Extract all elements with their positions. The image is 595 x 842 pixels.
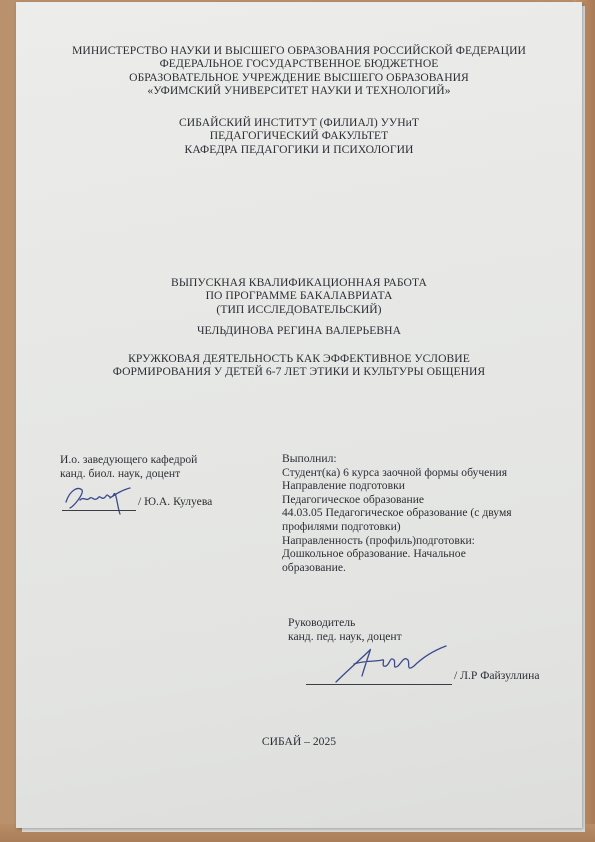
work-title-line: ФОРМИРОВАНИЯ У ДЕТЕЙ 6-7 ЛЕТ ЭТИКИ И КУЛЬТУРЫ ОБЩЕНИЯ bbox=[112, 365, 486, 379]
ministry-line: МИНИСТЕРСТВО НАУКИ И ВЫСШЕГО ОБРАЗОВАНИЯ РОССИЙСКОЙ ФЕДЕРАЦИИ bbox=[72, 44, 526, 57]
performed-by-line: Направленность (профиль)подготовки: bbox=[282, 533, 475, 547]
performed-by-line: Выполнил: bbox=[282, 452, 337, 465]
ministry-line: ОБРАЗОВАТЕЛЬНОЕ УЧРЕЖДЕНИЕ ВЫСШЕГО ОБРАЗОВАНИЯ bbox=[129, 70, 469, 84]
work-title bbox=[16, 352, 582, 379]
city-year: СИБАЙ – 2025 bbox=[261, 735, 337, 748]
title-page bbox=[16, 2, 582, 828]
ministry-line: ФЕДЕРАЛЬНОЕ ГОСУДАРСТВЕННОЕ БЮДЖЕТНОЕ bbox=[159, 57, 439, 71]
supervisor-line: Руководитель bbox=[288, 616, 356, 629]
ministry-line: «УФИМСКИЙ УНИВЕРСИТЕТ НАУКИ И ТЕХНОЛОГИЙ» bbox=[147, 84, 451, 98]
institute-line: ПЕДАГОГИЧЕСКИЙ ФАКУЛЬТЕТ bbox=[209, 129, 389, 143]
head-of-department-signature-name: / Ю.А. Кулуева bbox=[138, 495, 213, 508]
performed-by bbox=[282, 452, 557, 574]
supervisor bbox=[288, 616, 402, 644]
head-of-department-line: И.о. заведующего кафедрой bbox=[60, 453, 198, 466]
supervisor-signature bbox=[306, 642, 456, 688]
institute-header bbox=[16, 116, 582, 156]
work-title-line: КРУЖКОВАЯ ДЕЯТЕЛЬНОСТЬ КАК ЭФФЕКТИВНОЕ УСЛОВИЕ bbox=[128, 352, 470, 365]
performed-by-line: профилями подготовки) bbox=[282, 519, 401, 533]
performed-by-line: Педагогическое образование bbox=[282, 492, 425, 506]
work-type bbox=[16, 276, 582, 316]
head-of-department-line: канд. биол. наук, доцент bbox=[60, 467, 181, 480]
head-of-department bbox=[60, 453, 197, 481]
performed-by-line: Направление подготовки bbox=[282, 479, 405, 493]
institute-line: КАФЕДРА ПЕДАГОГИКИ И ПСИХОЛОГИИ bbox=[184, 142, 414, 156]
work-type-line: ПО ПРОГРАММЕ БАКАЛАВРИАТА bbox=[205, 289, 393, 303]
author-name-text: ЧЕЛЬДИНОВА РЕГИНА ВАЛЕРЬЕВНА bbox=[196, 324, 402, 337]
head-of-department-signature-line bbox=[62, 510, 136, 511]
performed-by-line: 44.03.05 Педагогическое образование (с двумя bbox=[282, 506, 512, 520]
supervisor-signature-line bbox=[306, 684, 452, 685]
work-type-line: ВЫПУСКНАЯ КВАЛИФИКАЦИОННАЯ РАБОТА bbox=[171, 276, 427, 289]
work-type-line: (ТИП ИССЛЕДОВАТЕЛЬСКИЙ) bbox=[216, 302, 382, 316]
performed-by-line: Дошкольное образование. Начальное bbox=[282, 547, 466, 561]
supervisor-line: канд. пед. наук, доцент bbox=[288, 630, 402, 643]
performed-by-line: Студент(ка) 6 курса заочной формы обучения bbox=[282, 465, 508, 479]
performed-by-line: образование. bbox=[282, 560, 346, 574]
supervisor-signature-name: / Л.Р Файзуллина bbox=[454, 669, 540, 682]
institute-line: СИБАЙСКИЙ ИНСТИТУТ (ФИЛИАЛ) УУНиТ bbox=[178, 116, 420, 129]
ministry-header bbox=[16, 44, 582, 98]
author-name bbox=[16, 324, 582, 337]
